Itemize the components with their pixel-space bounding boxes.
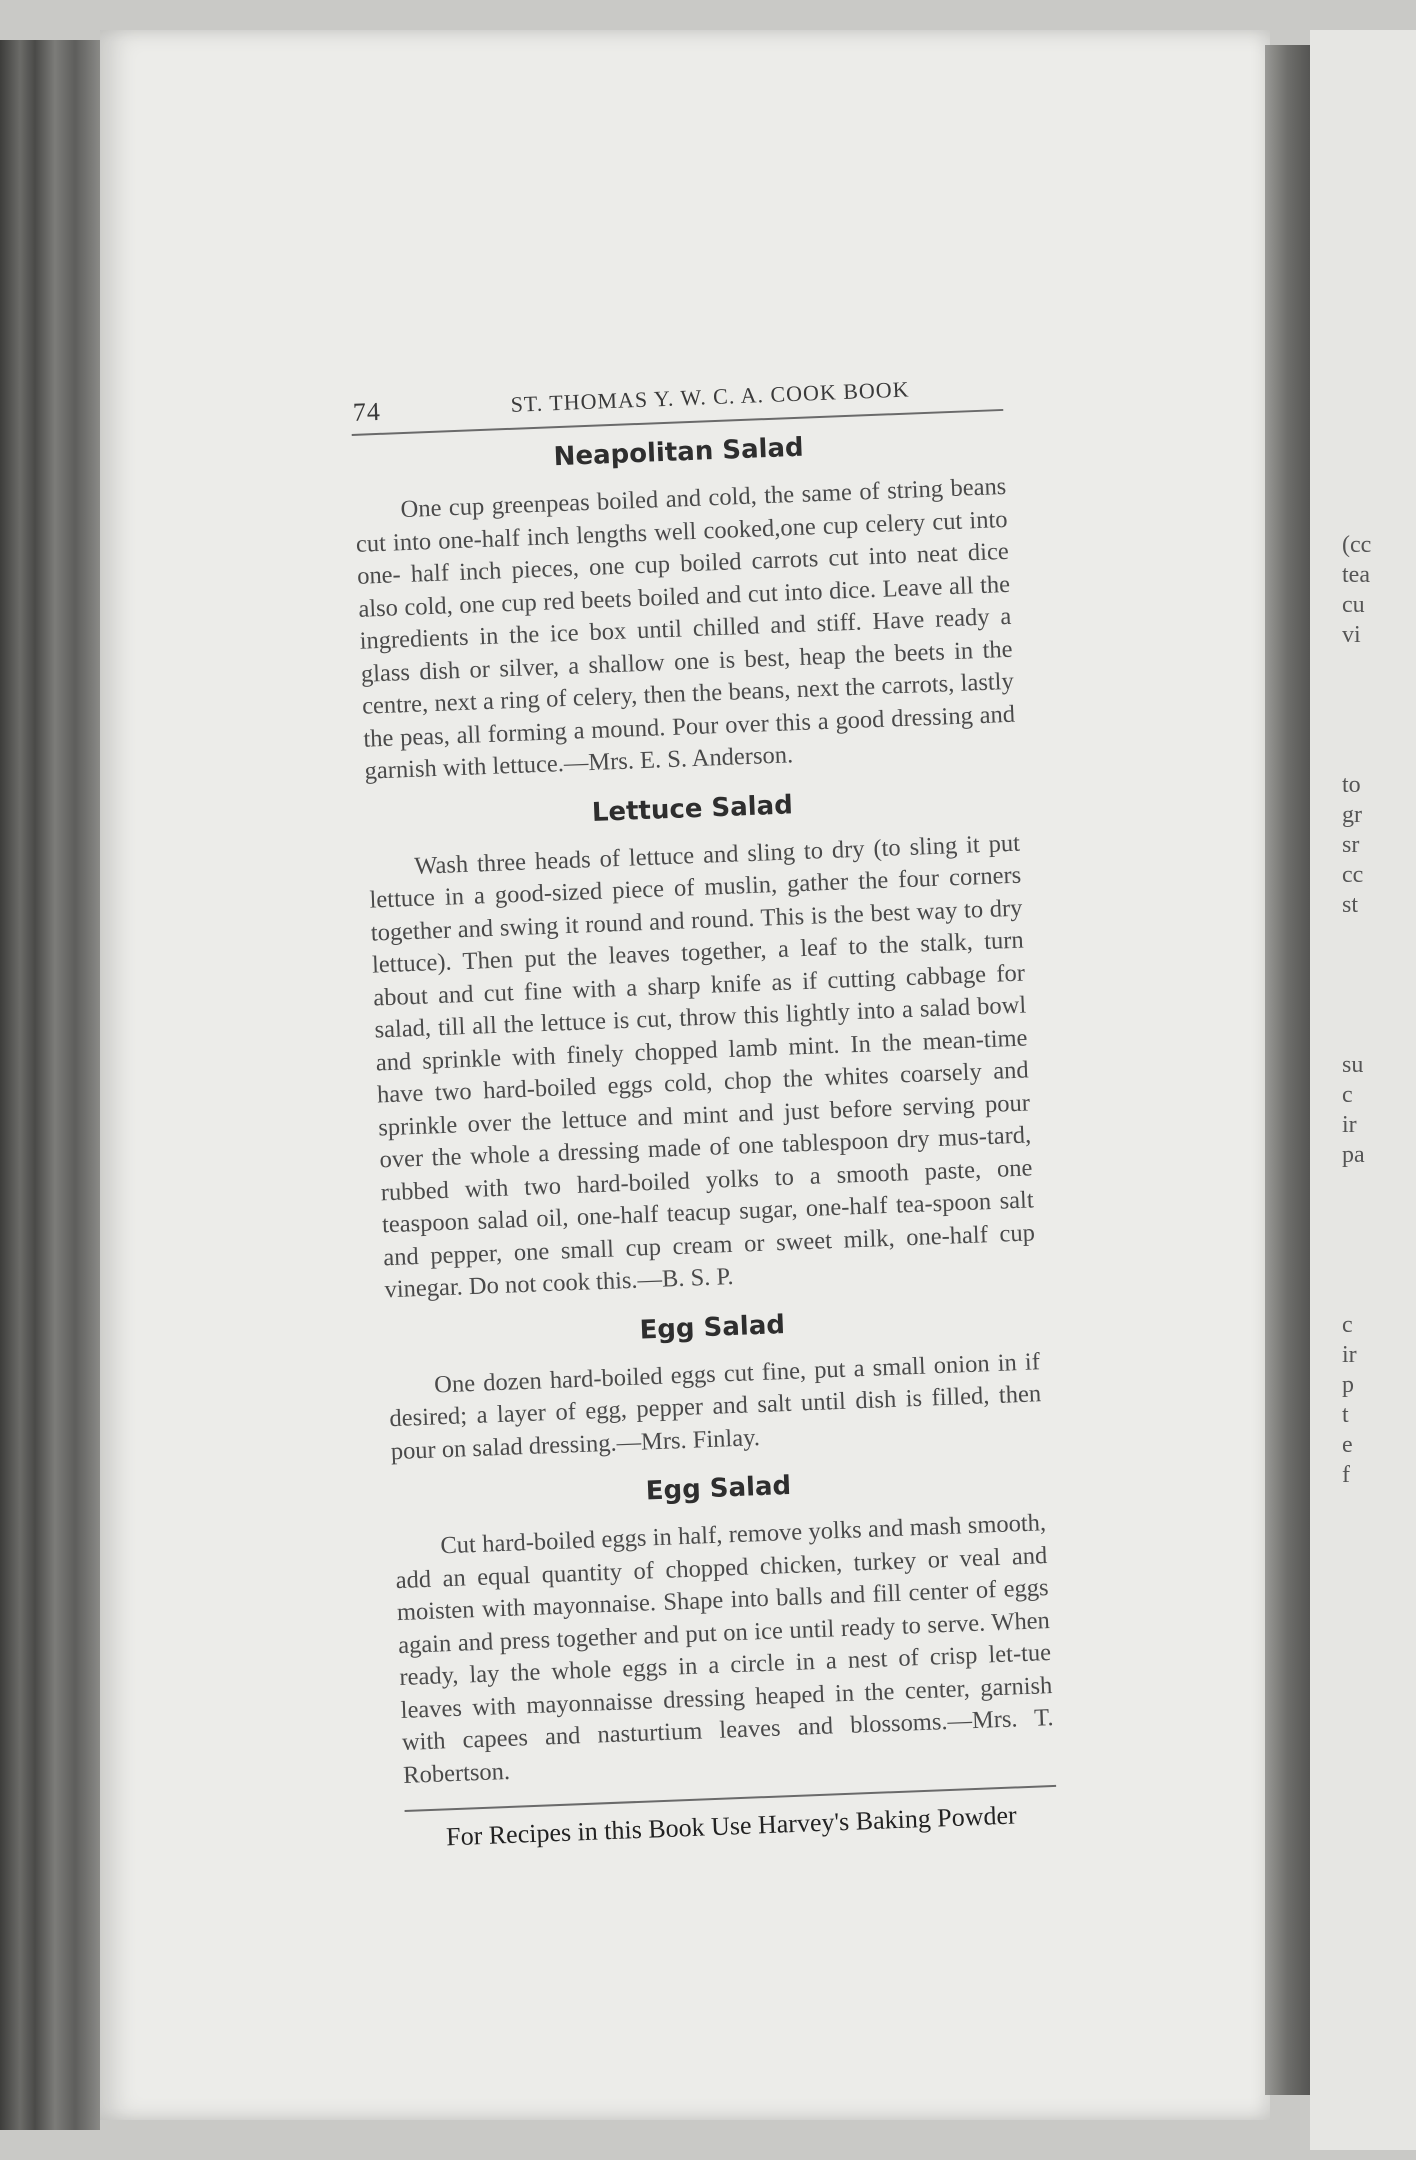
facing-page-fragment: sr <box>1342 832 1360 858</box>
facing-page-fragment: t <box>1342 1402 1349 1428</box>
recipe-title: Neapolitan Salad <box>553 432 805 473</box>
recipe-body: One dozen hard-boiled eggs cut fine, put a small onion in if desired; a layer of egg, pepper and salt until dish is filled, then pour on salad dressing.—Mrs. Finlay. <box>389 1347 1042 1465</box>
recipe-title: Egg Salad <box>639 1309 786 1346</box>
recipe-lettuce-salad <box>366 781 1037 1307</box>
book-page-edges <box>0 40 100 2130</box>
facing-page <box>1310 30 1416 2150</box>
facing-page-fragment: e <box>1342 1432 1353 1458</box>
recipe-body: Wash three heads of lettuce and sling to dry (to sling it put lettuce in a good-sized piece of muslin, gather the four corners together and swing it round and round. This is the best way to dry lettuce). Then put the leaves together, a leaf to the stalk, turn about and cut fine with a sharp knife as if cutting cabbage for salad, till all the lettuce is cut, throw this lightly into a salad bowl and sprinkle with finely chopped lamb mint. In the mean-time have two hard-boiled eggs cold, chop the whites coarsely and sprinkle over the lettuce and mint and just before serving pour over the whole a dressing made of one tablespoon dry mus-tard, rubbed with two hard-boiled yolks to a smooth paste, one teaspoon salad oil, one-half teacup sugar, one-half tea-spoon salt and pepper, one small cup cream or sweet milk, one-half cup vinegar. Do not cook this.—B. S. P. <box>369 829 1036 1304</box>
facing-page-fragment: ir <box>1342 1342 1357 1368</box>
facing-page-fragment: to <box>1342 772 1361 798</box>
facing-page-fragment: cc <box>1342 862 1364 888</box>
facing-page-fragment: gr <box>1342 802 1362 828</box>
facing-page-fragment: c <box>1342 1082 1353 1108</box>
facing-page-fragment: tea <box>1342 562 1370 588</box>
facing-page-fragment: st <box>1342 892 1359 918</box>
recipe-body: Cut hard-boiled eggs in half, remove yolks and mash smooth, add an equal quantity of chopped chicken, turkey or veal and moisten with mayonnaise. Shape into balls and fill center of eggs again and press together and put on ice until ready to serve. When ready, lay the whole eggs in a circle in a nest of crisp let-tue leaves with mayonnaisse dressing heaped in the center, garnish with capees and nasturtium leaves and blossoms.—Mrs. T. Robertson. <box>395 1509 1054 1789</box>
facing-page-fragment: p <box>1342 1372 1354 1398</box>
facing-page-fragment: ir <box>1342 1112 1357 1138</box>
facing-page-fragment: c <box>1342 1312 1353 1338</box>
running-header: ST. THOMAS Y. W. C. A. COOK BOOK <box>510 376 911 417</box>
facing-page-fragment: pa <box>1342 1142 1365 1168</box>
recipe-title: Egg Salad <box>645 1470 792 1507</box>
facing-page-fragment: su <box>1342 1052 1364 1078</box>
recipe-title: Lettuce Salad <box>591 789 794 828</box>
recipe-egg-salad-2 <box>392 1461 1055 1792</box>
recipe-egg-salad-1 <box>386 1300 1043 1468</box>
page-footer: For Recipes in this Book Use Harvey's Baking Powder <box>445 1800 1018 1852</box>
left-page <box>100 30 1270 2120</box>
facing-page-fragment: f <box>1342 1462 1350 1488</box>
page-number: 74 <box>352 396 382 427</box>
page-content <box>350 365 1058 1854</box>
facing-page-fragment: cu <box>1342 592 1365 618</box>
book-gutter <box>1265 45 1310 2095</box>
recipe-body: One cup greenpeas boiled and cold, the same of string beans cut into one-half inch lengths well cooked,one cup celery cut into one- half inch pieces, one cup boiled carrots cut into neat dice also cold, one cup red beets boiled and cut into dice. Leave all the ingredients in the ice box until chilled and stiff. Have ready a glass dish or silver, a shallow one is best, heap the beets in the centre, next a ring of celery, then the beans, next the carrots, lastly the peas, all forming a mound. Pour over this a good dressing and garnish with lettuce.—Mrs. E. S. Anderson. <box>355 472 1016 785</box>
page-header <box>350 365 1003 436</box>
facing-page-fragment: vi <box>1342 622 1361 648</box>
recipe-neapolitan-salad <box>352 425 1017 788</box>
facing-page-fragment: (cc <box>1342 532 1372 558</box>
